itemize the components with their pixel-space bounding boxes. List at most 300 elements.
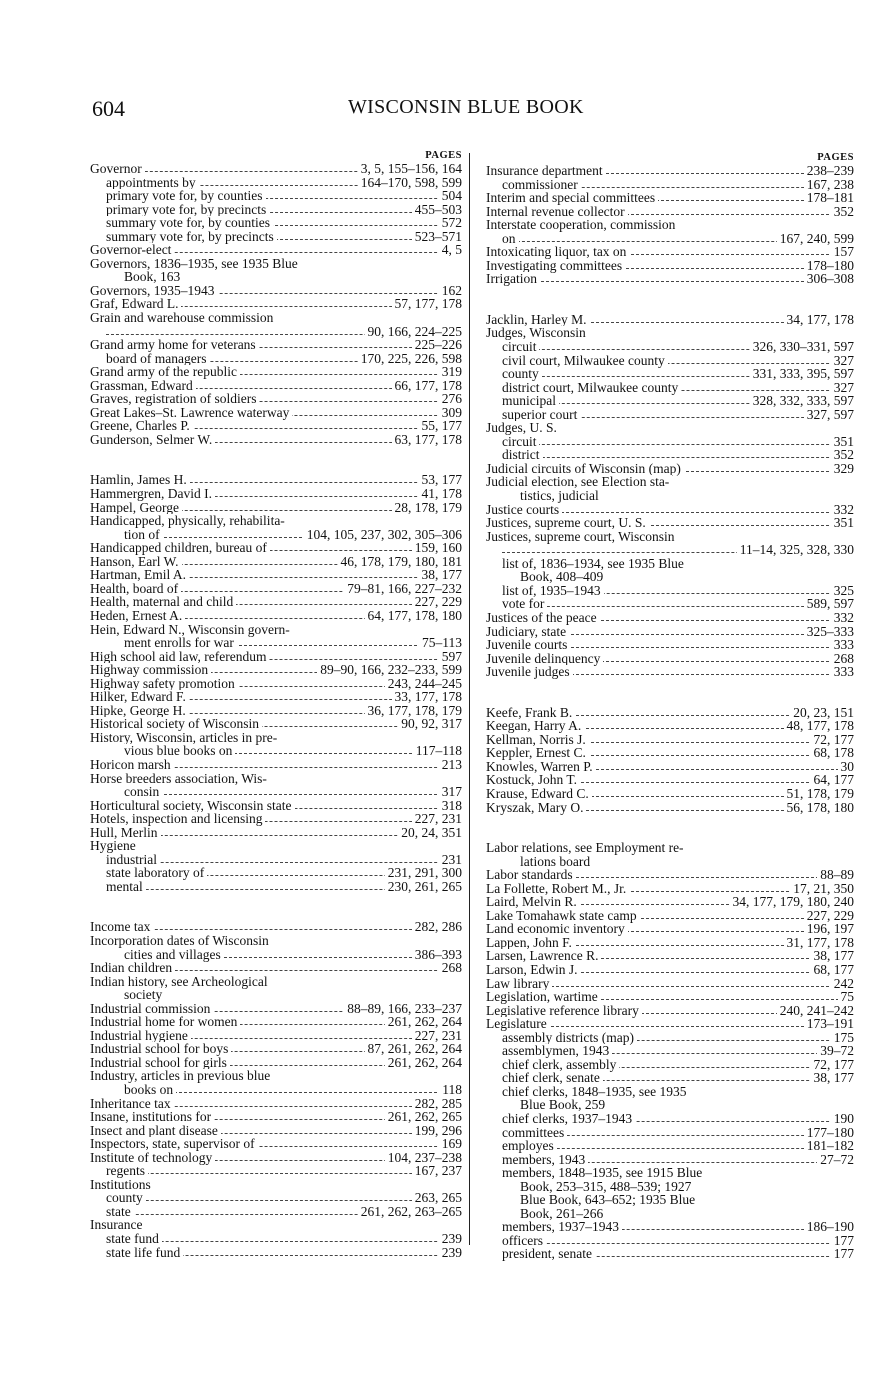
section-gap (90, 446, 462, 473)
index-entry (486, 706, 854, 720)
index-entry-pages: 227, 231 (412, 1029, 462, 1043)
index-entry-text: cities and villages (124, 948, 224, 962)
index-entry-pages: 57, 177, 178 (392, 297, 463, 311)
index-entry (486, 516, 854, 530)
index-entry-pages: 11–14, 325, 328, 330 (737, 543, 854, 557)
index-entry (90, 988, 462, 1002)
index-entry-pages: 351 (831, 516, 854, 530)
index-entry-pages: 504 (439, 189, 462, 203)
index-entry-text: Horticultural society, Wisconsin state (90, 799, 295, 813)
index-entry-pages: 64, 177 (811, 773, 855, 787)
index-entry-pages: 178–181 (804, 191, 854, 205)
page-title: WISCONSIN BLUE BOOK (348, 96, 584, 118)
index-entry-text: Gunderson, Selmer W. (90, 433, 215, 447)
index-entry-pages: 117–118 (413, 744, 462, 758)
index-entry (90, 352, 462, 366)
index-entry (90, 799, 462, 813)
index-entry-pages: 325–333 (804, 625, 854, 639)
index-entry (486, 855, 854, 869)
index-entry-pages: 170, 225, 226, 598 (358, 352, 462, 366)
index-entry (486, 801, 854, 815)
index-entry-text: Knowles, Warren P. (486, 760, 596, 774)
index-entry (90, 690, 462, 704)
index-entry-pages: 227, 229 (804, 909, 854, 923)
index-entry (486, 719, 854, 733)
index-entry-text: Blue Book, 643–652; 1935 Blue (520, 1193, 698, 1207)
index-entry (90, 243, 462, 257)
index-entry-pages: 34, 177, 178 (784, 313, 855, 327)
index-entry-pages: 326, 330–331, 597 (750, 340, 854, 354)
index-entry-text: Hygiene (90, 839, 139, 853)
index-entry (486, 245, 854, 259)
index-entry-text: state laboratory of (106, 866, 207, 880)
index-entry (90, 406, 462, 420)
index-entry (90, 1218, 462, 1232)
index-entry-pages: 227, 229 (412, 595, 462, 609)
index-entry (90, 1164, 462, 1178)
index-entry-pages: 88–89, 166, 233–237 (344, 1002, 462, 1016)
index-entry-pages: 333 (831, 665, 854, 679)
index-entry-text: Horse breeders association, Wis- (90, 772, 270, 786)
index-entry (486, 963, 854, 977)
index-entry-pages: 38, 177 (811, 949, 855, 963)
index-entry-text: Blue Book, 259 (520, 1098, 608, 1112)
index-entry-text: Income tax (90, 920, 153, 934)
index-entry-text: Indian children (90, 961, 175, 975)
index-entry-pages: 332 (831, 611, 854, 625)
index-entry (90, 1097, 462, 1111)
index-entry (486, 1058, 854, 1072)
index-entry (486, 733, 854, 747)
index-entry-text: municipal (502, 394, 559, 408)
index-entry-text: Judicial election, see Election sta- (486, 475, 672, 489)
index-entry (486, 773, 854, 787)
index-entry (486, 448, 854, 462)
index-entry (90, 853, 462, 867)
index-entry (486, 367, 854, 381)
index-entry (90, 257, 462, 271)
index-entry (90, 392, 462, 406)
index-entry-pages: 66, 177, 178 (392, 379, 463, 393)
index-entry-text: chief clerk, senate (502, 1071, 603, 1085)
index-entry (90, 1232, 462, 1246)
index-entry-pages: 318 (439, 799, 462, 813)
index-entry (486, 191, 854, 205)
index-entry-text: Investigating committees (486, 259, 625, 273)
index-entry-pages: 4, 5 (439, 243, 462, 257)
index-entry-pages: 268 (831, 652, 854, 666)
index-entry-text: Law library (486, 977, 552, 991)
index-entry-text: Highway commission (90, 663, 211, 677)
index-entry-pages: 39–72 (817, 1044, 854, 1058)
index-entry-text: Legislative reference library (486, 1004, 642, 1018)
index-entry (90, 1083, 462, 1097)
index-entry-text: Great Lakes–St. Lawrence waterway (90, 406, 292, 420)
index-entry (90, 1191, 462, 1205)
index-entry-text: High school aid law, referendum (90, 650, 269, 664)
dot-leader (502, 444, 854, 445)
index-entry-text: Book, 408–409 (520, 570, 606, 584)
index-entry (486, 746, 854, 760)
index-entry-pages: 75 (838, 990, 855, 1004)
index-entry (90, 839, 462, 853)
index-entry-pages: 167, 237 (412, 1164, 462, 1178)
index-entry (486, 990, 854, 1004)
index-entry-text: Judicial circuits of Wisconsin (map) (486, 462, 684, 476)
index-entry (486, 1004, 854, 1018)
index-entry (90, 189, 462, 203)
index-entry-text: Keefe, Frank B. (486, 706, 575, 720)
dot-leader (502, 1243, 854, 1244)
index-entry-text: chief clerks, 1848–1935, see 1935 (502, 1085, 689, 1099)
index-entry-text: lations board (520, 855, 593, 869)
page-number: 604 (92, 96, 125, 121)
index-entry-text: regents (106, 1164, 148, 1178)
index-entry-pages: 332 (831, 503, 854, 517)
index-entry (486, 1071, 854, 1085)
index-entry (486, 340, 854, 354)
index-entry-pages: 190 (831, 1112, 854, 1126)
index-entry-text: vote for (502, 597, 547, 611)
section-gap (486, 679, 854, 706)
index-entry (486, 394, 854, 408)
index-entry-text: Hamlin, James H. (90, 473, 190, 487)
index-entry-pages: 386–393 (412, 948, 462, 962)
index-entry (90, 744, 462, 758)
index-entry-text: state fund (106, 1232, 162, 1246)
dot-leader (124, 794, 462, 795)
index-entry-pages: 227, 231 (412, 812, 462, 826)
index-entry (90, 284, 462, 298)
index-entry (486, 1031, 854, 1045)
index-entry (486, 503, 854, 517)
index-entry-pages: 175 (831, 1031, 854, 1045)
index-entry (486, 435, 854, 449)
index-entry (90, 595, 462, 609)
index-entry-text: Graf, Edward L. (90, 297, 181, 311)
index-entry-text: Hilker, Edward F. (90, 690, 189, 704)
index-entry-text: Industrial school for girls (90, 1056, 230, 1070)
index-entry-text: Health, board of (90, 582, 181, 596)
index-entry (90, 663, 462, 677)
index-entry-pages: 268 (439, 961, 462, 975)
index-entry-pages: 276 (439, 392, 462, 406)
index-entry-pages: 159, 160 (412, 541, 462, 555)
index-entry-pages: 328, 332, 333, 597 (750, 394, 854, 408)
index-entry-pages: 30 (838, 760, 855, 774)
index-entry-text: Book, 253–315, 488–539; 1927 (520, 1180, 694, 1194)
index-entry (486, 1193, 854, 1207)
index-entry-pages: 225–226 (412, 338, 462, 352)
index-entry (486, 1153, 854, 1167)
index-entry (486, 1166, 854, 1180)
index-entry-text: district (502, 448, 543, 462)
index-entry (90, 677, 462, 691)
index-entry-text: Governor (90, 162, 145, 176)
index-entry-text: La Follette, Robert M., Jr. (486, 882, 629, 896)
index-entry-text: members, 1943 (502, 1153, 588, 1167)
index-entry-text: Larsen, Lawrence R. (486, 949, 601, 963)
index-entry (486, 326, 854, 340)
index-entry-pages: 319 (439, 365, 462, 379)
index-entry-text: Industrial commission (90, 1002, 213, 1016)
index-entry-text: Legislature (486, 1017, 550, 1031)
index-entry-pages: 68, 178 (811, 746, 855, 760)
index-entry-text: circuit (502, 340, 539, 354)
index-entry (486, 1085, 854, 1099)
index-entry-text: Governors, 1836–1935, see 1935 Blue (90, 257, 301, 271)
index-entry-text: Justices of the peace (486, 611, 600, 625)
index-entry-pages: 3, 5, 155–156, 164 (358, 162, 462, 176)
index-entry-pages: 118 (439, 1083, 462, 1097)
index-entry (486, 1207, 854, 1221)
index-column-left (90, 150, 462, 1259)
index-entry-pages: 523–571 (412, 230, 462, 244)
index-entry-text: primary vote for, by counties (106, 189, 266, 203)
index-entry-text: Horicon marsh (90, 758, 174, 772)
index-entry (486, 760, 854, 774)
index-entry (486, 1139, 854, 1153)
index-entry-text: Book, 163 (124, 270, 183, 284)
index-entry-text: Kryszak, Mary O. (486, 801, 586, 815)
index-entry-pages: 51, 178, 179 (784, 787, 855, 801)
index-entry-pages: 317 (439, 785, 462, 799)
index-entry (90, 1056, 462, 1070)
index-entry-pages: 597 (439, 650, 462, 664)
index-entry-text: Hampel, George (90, 501, 182, 515)
index-entry-pages: 68, 177 (811, 963, 855, 977)
index-entry (90, 785, 462, 799)
index-entry (90, 176, 462, 190)
index-entry-pages: 177–180 (804, 1126, 854, 1140)
index-entry-text: Larson, Edwin J. (486, 963, 581, 977)
index-entry-text: vious blue books on (124, 744, 235, 758)
index-entry-pages: 64, 177, 178, 180 (365, 609, 463, 623)
index-entry-pages: 261, 262, 264 (385, 1015, 462, 1029)
index-entry-text: Heden, Ernest A. (90, 609, 185, 623)
index-entry-text: Judges, Wisconsin (486, 326, 589, 340)
index-entry-pages: 231 (439, 853, 462, 867)
index-entry-text: Kellman, Norris J. (486, 733, 589, 747)
index-entry-text: Institutions (90, 1178, 154, 1192)
index-entry (90, 920, 462, 934)
index-entry-text: Book, 261–266 (520, 1207, 606, 1221)
index-entry-pages: 173–191 (804, 1017, 854, 1031)
index-entry (90, 203, 462, 217)
index-entry-pages: 38, 177 (811, 1071, 855, 1085)
index-entry-text: list of, 1935–1943 (502, 584, 604, 598)
index-entry-text: Jacklin, Harley M. (486, 313, 589, 327)
index-entry-text: ment enrolls for war (124, 636, 237, 650)
index-entry-pages: 282, 285 (412, 1097, 462, 1111)
index-entry-text: Grand army home for veterans (90, 338, 259, 352)
index-entry-text: Juvenile courts (486, 638, 570, 652)
index-entry (90, 230, 462, 244)
index-entry-pages: 327, 597 (804, 408, 854, 422)
index-entries-right (486, 164, 854, 1261)
index-entry (90, 1015, 462, 1029)
index-entry-text: superior court (502, 408, 580, 422)
index-entry-text: Highway safety promotion (90, 677, 238, 691)
index-entry-text: Judges, U. S. (486, 421, 560, 435)
index-entry-text: state (106, 1205, 134, 1219)
index-entry-pages: 231, 291, 300 (385, 866, 462, 880)
index-entry (486, 922, 854, 936)
index-entry-text: industrial (106, 853, 160, 867)
index-entry (90, 297, 462, 311)
index-entry-pages: 20, 23, 151 (790, 706, 854, 720)
index-entry (486, 205, 854, 219)
index-entry-text: county (502, 367, 542, 381)
section-gap (486, 286, 854, 313)
index-entry (486, 895, 854, 909)
index-entry-text: Hammergren, David I. (90, 487, 215, 501)
index-entry-text: Legislation, wartime (486, 990, 601, 1004)
index-entry-text: Lake Tomahawk state camp (486, 909, 640, 923)
index-entry-text: president, senate (502, 1247, 595, 1261)
index-entry (90, 961, 462, 975)
index-entry-pages: 104, 105, 237, 302, 305–306 (304, 528, 462, 542)
index-entry (486, 611, 854, 625)
index-entry-text: members, 1848–1935, see 1915 Blue (502, 1166, 705, 1180)
index-entry-text: Grain and warehouse commission (90, 311, 276, 325)
index-entry (90, 1042, 462, 1056)
index-entry-pages: 329 (831, 462, 854, 476)
index-entry (90, 473, 462, 487)
index-entry (90, 311, 462, 325)
index-entry-text: chief clerks, 1937–1943 (502, 1112, 635, 1126)
index-entry-text: Industrial hygiene (90, 1029, 191, 1043)
index-entry (90, 934, 462, 948)
index-entry (90, 609, 462, 623)
index-entry-text: Lappen, John F. (486, 936, 575, 950)
index-entry-pages: 230, 261, 265 (385, 880, 462, 894)
index-entry-pages: 261, 262, 265 (385, 1110, 462, 1124)
index-entry-text: Judiciary, state (486, 625, 569, 639)
index-entry (90, 1151, 462, 1165)
index-entry (486, 381, 854, 395)
index-entry-text: Hartman, Emil A. (90, 568, 189, 582)
index-entry-text: Justice courts (486, 503, 562, 517)
index-entry-text: officers (502, 1234, 546, 1248)
index-entry-text: Keppler, Ernest C. (486, 746, 589, 760)
pages-column-heading: PAGES (817, 152, 854, 163)
index-entry (90, 419, 462, 433)
index-entry (486, 841, 854, 855)
index-entry-text: circuit (502, 435, 539, 449)
index-entry (486, 421, 854, 435)
index-entry-text: Intoxicating liquor, tax on (486, 245, 629, 259)
index-entry (486, 1220, 854, 1234)
index-entry (90, 216, 462, 230)
index-entry-pages: 104, 237–238 (385, 1151, 462, 1165)
index-entry-text: society (124, 988, 165, 1002)
dot-leader (502, 457, 854, 458)
index-entry-pages: 48, 177, 178 (784, 719, 855, 733)
index-entry-text: Insurance (90, 1218, 145, 1232)
index-entry-text: assembly districts (map) (502, 1031, 637, 1045)
index-entry-pages: 352 (831, 205, 854, 219)
index-entries-left (90, 162, 462, 1259)
index-entry (90, 582, 462, 596)
index-entry-text: Interstate cooperation, commission (486, 218, 678, 232)
index-entry-text: Hull, Merlin (90, 826, 161, 840)
index-entry (486, 557, 854, 571)
index-entry-pages: 327 (831, 354, 854, 368)
index-entry-text: assemblymen, 1943 (502, 1044, 612, 1058)
index-entry-text: Hanson, Earl W. (90, 555, 182, 569)
index-entry-pages: 239 (439, 1246, 462, 1260)
section-gap (90, 893, 462, 920)
index-entry-text: Health, maternal and child (90, 595, 236, 609)
index-entry (486, 354, 854, 368)
index-entry-pages: 17, 21, 350 (790, 882, 854, 896)
index-entry (90, 514, 462, 528)
index-entry (90, 555, 462, 569)
index-entry-text: Hipke, George H. (90, 704, 189, 718)
dot-leader (486, 281, 854, 282)
index-entry-pages: 167, 238 (804, 178, 854, 192)
index-entry (90, 162, 462, 176)
index-entry-text: Land economic inventory (486, 922, 628, 936)
index-entry (90, 338, 462, 352)
index-entry-text: committees (502, 1126, 567, 1140)
index-entry (486, 1247, 854, 1261)
index-entry-pages: 27–72 (817, 1153, 854, 1167)
index-entry (486, 597, 854, 611)
index-entry-text: summary vote for, by precincts (106, 230, 277, 244)
index-entry (486, 313, 854, 327)
index-entry-pages: 261, 262, 263–265 (358, 1205, 462, 1219)
index-entry-text: Handicapped children, bureau of (90, 541, 270, 555)
index-entry (90, 325, 462, 339)
index-entry-pages: 238–239 (804, 164, 854, 178)
index-entry (486, 408, 854, 422)
index-entry-text: Historical society of Wisconsin (90, 717, 262, 731)
index-entry (486, 462, 854, 476)
index-entry-pages: 240, 241–242 (777, 1004, 854, 1018)
index-entry (90, 1110, 462, 1124)
index-entry (486, 232, 854, 246)
index-entry-pages: 589, 597 (804, 597, 854, 611)
index-entry-text: Kostuck, John T. (486, 773, 580, 787)
index-entry (90, 650, 462, 664)
index-entry-pages: 181–182 (804, 1139, 854, 1153)
section-gap (486, 814, 854, 841)
index-entry (486, 1044, 854, 1058)
index-entry (486, 665, 854, 679)
index-entry (90, 1002, 462, 1016)
index-entry-text: on (502, 232, 519, 246)
index-entry (486, 259, 854, 273)
index-entry (90, 379, 462, 393)
index-entry (486, 936, 854, 950)
index-entry-pages: 55, 177 (419, 419, 463, 433)
index-entry (90, 704, 462, 718)
index-entry-pages: 79–81, 166, 227–232 (344, 582, 462, 596)
index-entry-pages: 36, 177, 178, 179 (365, 704, 463, 718)
index-entry-text: Insect and plant disease (90, 1124, 221, 1138)
index-entry (486, 584, 854, 598)
index-entry-text: Incorporation dates of Wisconsin (90, 934, 272, 948)
index-entry-text: Institute of technology (90, 1151, 215, 1165)
index-entry (90, 1205, 462, 1219)
index-entry-pages: 88–89 (817, 868, 854, 882)
index-entry-pages: 263, 265 (412, 1191, 462, 1205)
index-entry (90, 528, 462, 542)
index-entry-text: state life fund (106, 1246, 183, 1260)
index-entry-text: Interim and special committees (486, 191, 658, 205)
